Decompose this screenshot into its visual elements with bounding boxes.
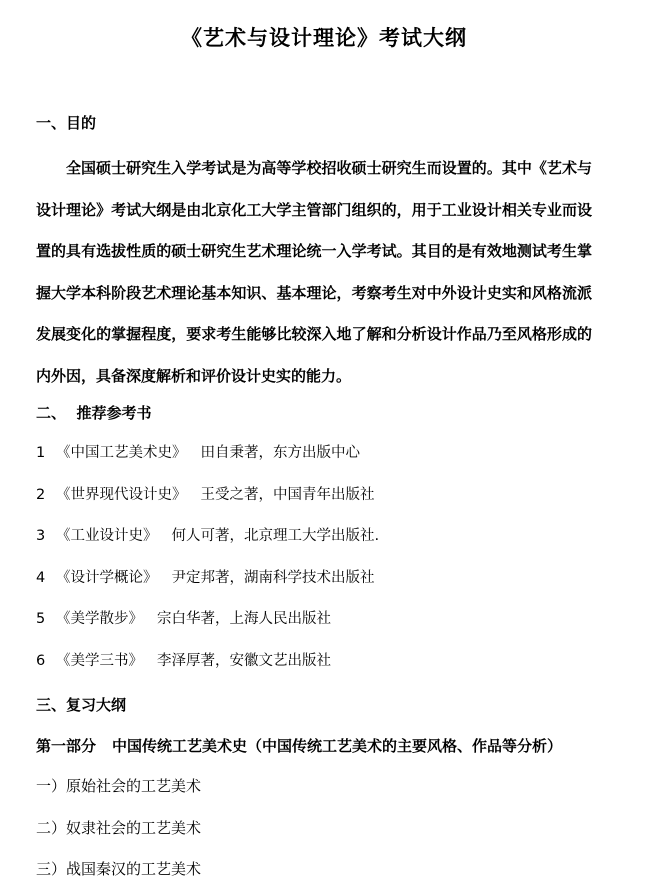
list-item	[36, 440, 379, 482]
reference-book-title: 《工业设计史》	[56, 528, 158, 544]
reference-book-info: 宗白华著，上海人民出版社	[157, 611, 331, 627]
list-item	[36, 606, 379, 648]
reference-book-info: 李泽厚著，安徽文艺出版社	[157, 652, 331, 669]
reference-book-title: 《世界现代设计史》	[56, 486, 187, 503]
reference-number: 2	[36, 486, 46, 503]
outline-list	[36, 773, 201, 890]
list-item: 三）战国秦汉的工艺美术	[36, 860, 202, 878]
section-heading-outline: 三、复习大纲	[36, 696, 127, 714]
reference-book-title: 《设计学概论》	[56, 569, 158, 586]
reference-list	[36, 440, 379, 689]
section-heading-references: 二、 推荐参考书	[36, 404, 152, 422]
reference-book-info: 尹定邦著，湖南科学技术出版社	[171, 569, 375, 586]
list-item: 二）奴隶社会的工艺美术	[36, 818, 202, 837]
reference-book-info: 王受之著，中国青年出版社	[200, 486, 375, 503]
reference-number: 1	[36, 445, 46, 461]
reference-book-title: 《中国工艺美术史》	[56, 445, 187, 461]
list-item	[36, 565, 379, 607]
reference-number: 3	[36, 528, 46, 544]
reference-number: 6	[36, 652, 46, 669]
list-item	[36, 523, 379, 565]
document-title: 《艺术与设计理论》考试大纲	[181, 26, 467, 50]
reference-book-title: 《美学散步》	[56, 611, 143, 627]
part-title: 中国传统工艺美术史（中国传统工艺美术的主要风格、作品等分析）	[112, 737, 563, 755]
list-item	[36, 482, 379, 524]
reference-number: 4	[36, 569, 46, 586]
list-item: 一）原始社会的工艺美术	[36, 777, 202, 795]
list-item	[36, 648, 379, 690]
purpose-paragraph: 全国硕士研究生入学考试是为高等学校招收硕士研究生而设置的。其中《艺术与设计理论》考试大纲是由北京化工大学主管部门组织的，用于工业设计相关专业而设置的具有选拔性质的硕士研究生艺术理论统一入学考试。其目的是有效地测试考生掌握大学本科阶段艺术理论基本知识、基本理论，考察考生对中外设计史实和风格流派发展变化的掌握程度，要求考生能够比较深入地了解和分析设计作品乃至风格形成的内外因，具备深度解析和评价设计史实的能力。	[36, 159, 592, 385]
reference-number: 5	[36, 611, 46, 627]
reference-book-info: 何人可著，北京理工大学出版社.	[171, 528, 380, 544]
reference-book-info: 田自秉著，东方出版中心	[200, 445, 360, 461]
reference-book-title: 《美学三书》	[56, 652, 143, 669]
part-heading	[36, 735, 562, 756]
section-heading-purpose: 一、目的	[36, 114, 97, 132]
part-label: 第一部分	[36, 737, 97, 755]
